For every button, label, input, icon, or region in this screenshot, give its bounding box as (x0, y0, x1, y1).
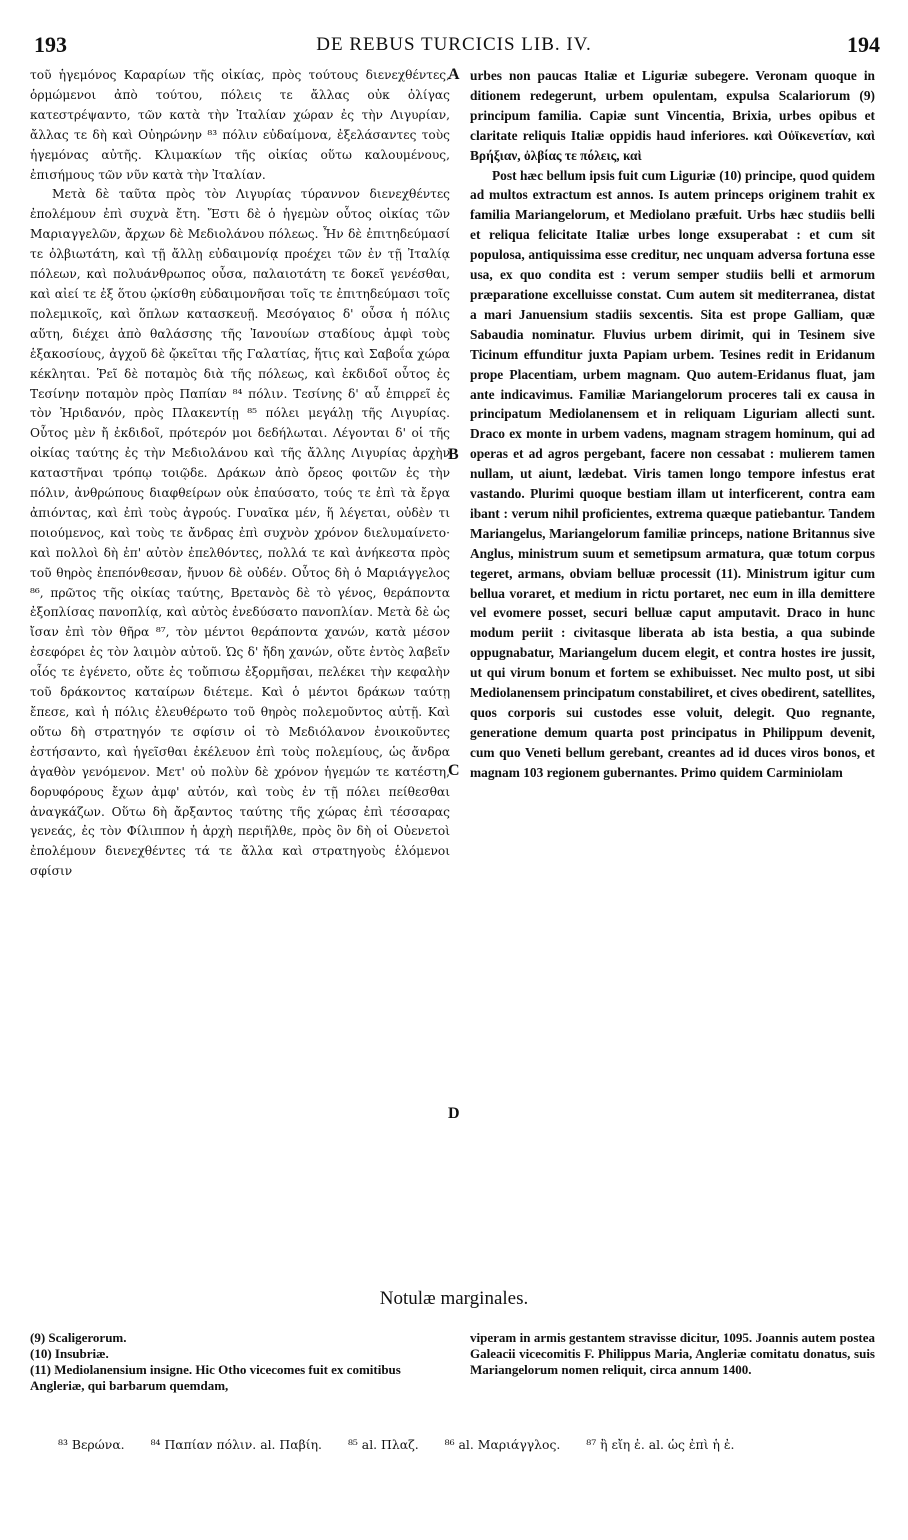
marginal-notes-left (30, 1330, 450, 1394)
marginal-notes-right (470, 1330, 875, 1378)
footnote: ⁸³ Βερώνα. (58, 1437, 125, 1452)
page-number-left: 193 (34, 32, 67, 57)
marginal-note: (11) Mediolanensium insigne. Hic Otho vicecomes fuit ex comitibus Angleriæ, qui barbarum quemdam, (30, 1362, 401, 1393)
section-marker-d: D (448, 1105, 460, 1122)
greek-paragraph: τοῦ ἡγεμόνος Καραρίων τῆς οἰκίας, πρὸς τούτους διενεχθέντες, ὁρμώμενοι ἀπὸ τούτου, πόλεις τε ἄλλας οὐκ ὀλίγας κατεστρέψαντο, τῶν κατὰ τὴν Ἰταλίαν χώραν ἐς τὴν Λιγυρίαν, ἄλλας τε δὴ καὶ Οὐηρώνην ⁸³ πόλιν εὐδαίμονα, ἐξελάσαντες τοὺς ἡγεμόνας αὐτῆς. Κλιμακίων τῆς οἰκίας οὕτω καλουμένους, ἐπισήμους τῶν νῦν κατὰ τὴν Ἰταλίαν. (30, 68, 450, 182)
section-marker-b: B (448, 446, 459, 463)
footnote: ⁸⁷ ἢ εἴη ἐ. al. ὡς ἐπὶ ἡ ἐ. (586, 1437, 735, 1452)
footnote: ⁸⁶ al. Μαριάγγλος. (444, 1437, 561, 1452)
marginal-note: viperam in armis gestantem stravisse dicitur, 1095. Joannis autem postea Galeacii vicecomitis F. Philippus Maria, Angleriæ comitatu donatus, suis Mariangelorum nomen reliquit, circa annum 1400. (470, 1330, 875, 1377)
marginal-notes-heading: Notulæ marginales. (379, 1288, 529, 1309)
greek-column (30, 66, 450, 882)
marginal-note: (9) Scaligerorum. (30, 1330, 127, 1345)
page-number-right: 194 (847, 32, 880, 57)
section-marker-c: C (448, 762, 460, 779)
page-header (20, 32, 888, 62)
latin-paragraph: urbes non paucas Italiæ et Liguriæ subegere. Veronam quoque in ditionem redegerunt, urbem opulentam, expulsa Scalariorum (9) principum familia. Capiæ sunt Vincentia, Brixia, urbes opibus et claritate reliquis Italiæ oppidis haud inferiores. καὶ Οὐϊκενετίαν, καὶ Βρήξιαν, ὀλβίας τε πόλεις, καὶ (470, 68, 875, 163)
footnotes (58, 1437, 888, 1452)
latin-column (470, 66, 875, 783)
footnote: ⁸⁵ al. Πλαζ. (347, 1437, 419, 1452)
greek-paragraph: Μετὰ δὲ ταῦτα πρὸς τὸν Λιγυρίας τύραννον διενεχθέντες ἐπολέμουν ἐπὶ συχνὰ ἔτη. Ἔστι δὲ ὁ ἡγεμὼν οὗτος οἰκίας τῶν Μαριαγγελῶν, ἄρχων δὲ Μεδιολάνου πόλεως. Ἦν δὲ ἐπιτηδεύμασί τε ὀλβιωτάτη, καὶ τῇ ἄλλῃ εὐδαιμονίᾳ προέχει τῶν ἐν τῇ Ἰταλίᾳ πόλεων, καὶ πολυάνθρωπος οὖσα, παλαιοτάτη τε δοκεῖ γενέσθαι, καὶ αἰεί τε ἐξ ὅτου ᾠκίσθη εὐδαιμονῆσαι τοῖς τε ἐπιτηδεύμασι τοῖς πολεμικοῖς, καὶ ὅπλων κατασκευῇ. Μεσόγαιος δ' οὖσα ἡ πόλις αὕτη, διέχει ἀπὸ θαλάσσης τῆς Ἰανουίων σταδίους ἀμφὶ τοὺς ἑξακοσίους, ἀγχοῦ δὲ ᾤκεῖται τῆς Γαλατίας, ἥτις καὶ Σαβοΐα χώρα κέκληται. Ῥεῖ δὲ ποταμὸς διὰ τῆς πόλεως, καὶ ἐκδιδοῖ οὗτος ἐς Τεσίνην ποταμὸν πρὸς Παπίαν ⁸⁴ πόλιν. Τεσίνης δ' αὖ ἐπιρρεῖ ἐς τὸν Ἠριδανόν, πρὸς Πλακεντίῃ ⁸⁵ πόλει μεγάλῃ τῆς Λιγυρίας. Οὗτος μὲν ἤ ἐκδιδοῖ, πρότερόν μοι δεδήλωται. Λέγονται δ' οἱ τῆς οἰκίας ταύτης ἐς τὴν Μεδιολάνου καὶ τῆς ἄλλης Λιγυρίας ἀρχὴν καταστῆναι τρόπῳ τοιῷδε. Δράκων ἀπὸ ὄρεος φοιτῶν ἐς τὴν πόλιν, ἀνθρώπους διαφθείρων οὐκ ἐπαύσατο, τούς τε ἐπὶ τὰ ἔργα ἀπιόντας, καὶ ἐπὶ τοὺς ἀγρούς. Γυναῖκα μέν, ἥ λέγεται, οὐδὲν τι ποιούμενος, καὶ τοὺς τε ἄνδρας ἐπὶ συχνὸν χρόνον διελυμαίνετο· καὶ πολλοὶ δὴ ἐπ' αὐτὸν ἐπελθόντες, πολλά τε καὶ ἀνήκεστα πρὸς τοῦ θηρὸς ἐπεπόνθεσαν, ἤνυον δὲ οὐδέν. Οὗτος δὴ ὁ Μαριάγγελος ⁸⁶, πρῶτος τῆς οἰκίας ταύτης, Βρετανὸς δὲ τὸ γένος, θεράποντα ἐξοπλίσας πανοπλίᾳ, καὶ αὐτὸς ἐνεδύσατο πανοπλίαν. Μετὰ δὲ ὡς ἴσαν ἐπὶ τὸν θῆρα ⁸⁷, τὸν μέντοι θεράποντα χανών, κατὰ μέσον ἐσεφόρει ἐς τὸν λαιμὸν αὐτοῦ. Ὡς δ' ἤδη χανών, οὔτε ἐντὸς λαβεῖν οἷός τε ἐγένετο, οὔτε ἐς τοὔπισω ἐξορμῆσαι, πελέκει τὴν κεφαλὴν τοῦ δράκοντος καταίρων διέτεμε. Καὶ ὁ μέντοι δράκων ταύτῃ ἔπεσε, καὶ ἡ πόλις ἐλευθέρωτο τοῦ θηρὸς πολεμοῦντος αὐτῇ. Καὶ οὕτω δὴ στρατηγόν τε σφίσιν οἱ τὸ Μεδιόλανον ἐνοικοῦντες ἐστήσαντο, καὶ ἡγεῖσθαι ἐκέλευον ἐπὶ τοὺς πολεμίους, ὡς ἄνδρα ἀγαθὸν γενόμενον. Μετ' οὐ πολὺν δὲ χρόνον ἡγεμών τε κατέστη, δορυφόρους ἔχων ἀμφ' αὐτόν, καὶ τοὺς ἐν τῇ πόλει πείθεσθαι ἀναγκάζων. Οὕτω δὴ ἄρξαντος ταύτης τῆς χώρας ἐπὶ τέσσαρας γενεάς, ἐς τὸν Φίλιππον ἡ ἀρχὴ περιῆλθε, πρὸς ὃν δὴ οἱ Οὐενετοὶ ἐπολέμουν διενεχθέντες τά τε ἄλλα καὶ στρατηγοὺς ἑλόμενοι σφίσιν (30, 187, 450, 879)
section-marker-a: A (448, 66, 460, 83)
latin-paragraph: Post hæc bellum ipsis fuit cum Liguriæ (10) principe, quod quidem ad multos extractum est annos. Is autem princeps originem trahit ex familia Mariangelorum, et Mediolano præfuit. Urbs hæc studiis belli et reliqua felicitate Italiæ urbes longe exsuperabat : et cum sit populosa, antiquissima esse creditur, nec unquam adversa fortuna esse usa, ex quo condita est : verum semper studiis belli et armorum præparatione excelluisse constat. Cum autem sit mediterranea, distat a mari Januensium stadiis sexcentis. Sita est prope Galliam, quæ Sabaudia nominatur. Fluvius urbem dirimit, qui in Tesinem sive Ticinum effunditur juxta Papiam urbem. Tesines redit in Eridanum prope Placentiam, urbem magnam. Quo autem-Eridanus fluat, jam ante indicavimus. Familiæ Mariangelorum proceres tali ex causa in principatum Mediolanensem et in reliquam Liguriam allecti sunt. Draco ex monte in urbem vadens, magnam stragem hominum, qui ad operas et ad agros pergebant, facere non cessabat : mulierem tamen nullam, ut aiunt, lædebat. Viris tamen longo tempore infestus erat vastando. Plurimi quoque bestiam illam ut interficerent, contra eam ibant : verum nihil proficientes, extrema quæque patiebantur. Tandem Mariangelus, Mariangelorum familiæ princeps, natione Britannus sive Anglus, ministrum suum et semetipsum armatura, quæ totum corpus tegeret, armans, obviam belluæ processit (11). Ministrum igitur cum bellua voraret, et medium in rictu portaret, nec eum in illa demittere vel evomere posset, securi belluæ caput amputavit. Draco in hunc modum periit : civitasque liberata ab ista bestia, a qua subinde oppugnabatur, Mariangelum ducem elegit, et contra hostes ire jussit, ut qui virum bonum et fortem se exhibuisset. Nec multo post, ut sibi Mediolanensem principatum constabiliret, et cives obedirent, satellites, quos corporis sui custodes esse voluit, delegit. Quo regnante, generatione demum quarta post principatus in Philippum devenit, cum quo Veneti bellum gerebant, creantes ad id duces viros bonos, et magnam 103 regionem gubernantes. Primo quidem Carminiolam (470, 167, 875, 780)
marginal-note: (10) Insubriæ. (30, 1346, 109, 1361)
running-title: DE REBUS TURCICIS LIB. IV. (316, 34, 592, 55)
footnote: ⁸⁴ Παπίαν πόλιν. al. Παβίη. (150, 1437, 322, 1452)
